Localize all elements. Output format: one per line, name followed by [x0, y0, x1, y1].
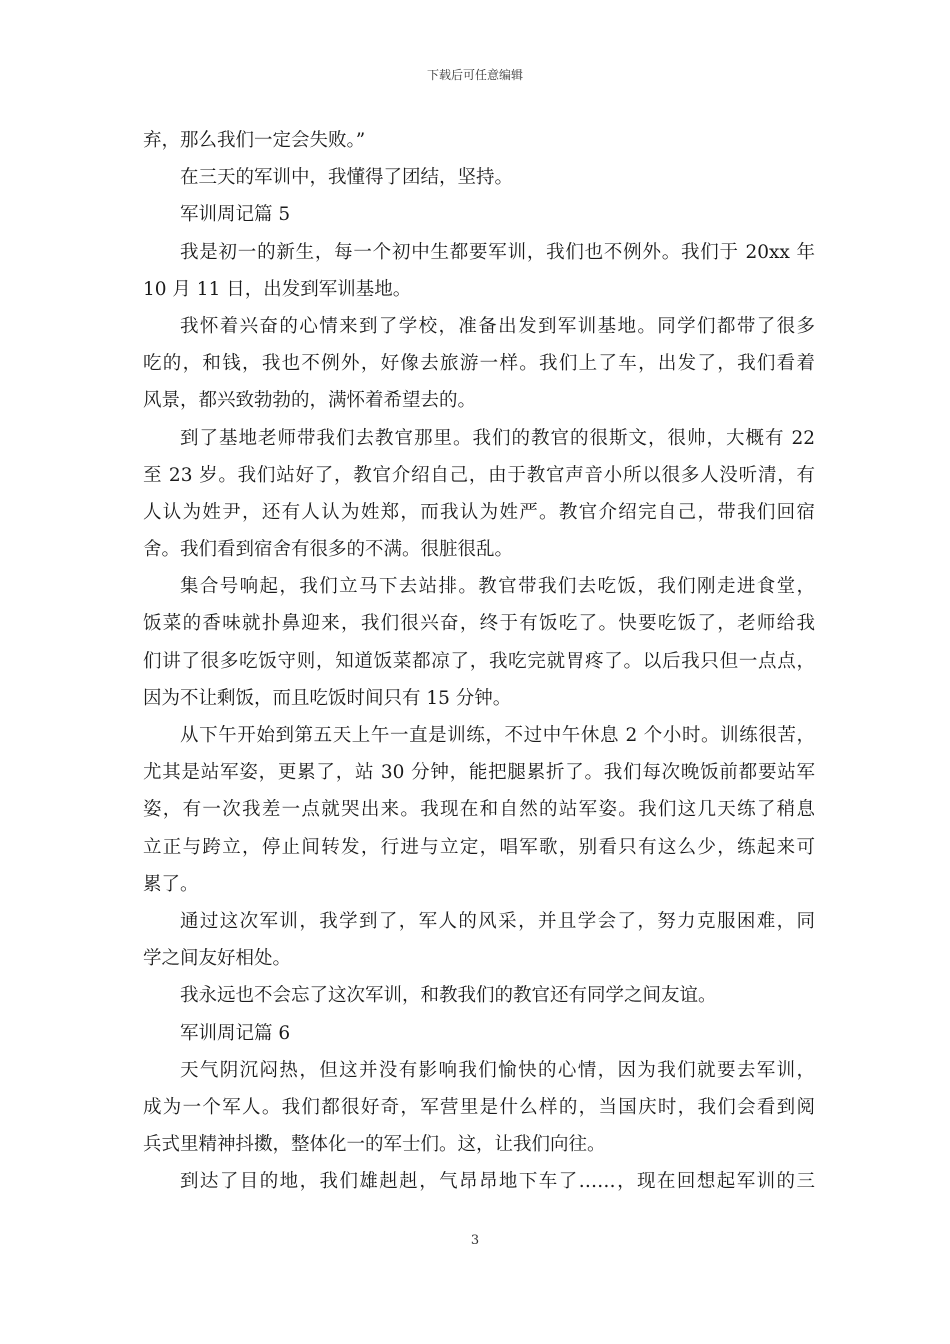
- section-heading: 军训周记篇 5: [180, 204, 291, 226]
- text-line: 因为不让剩饭，而且吃饭时间只有 15 分钟。: [143, 687, 512, 709]
- text-line: 10 月 11 日，出发到军训基地。: [143, 278, 412, 300]
- text-line: 至 23 岁。我们站好了，教官介绍自己，由于教官声音小所以很多人没听清，有: [143, 464, 815, 486]
- page-number: 3: [470, 1233, 480, 1248]
- text-line: 风景，都兴致勃勃的，满怀着希望去的。: [143, 390, 477, 412]
- text-line: 通过这次军训，我学到了，军人的风采，并且学会了，努力克服困难，同: [180, 910, 815, 932]
- text-line: 们讲了很多吃饭守则，知道饭菜都凉了，我吃完就胃疼了。以后我只但一点点，: [143, 650, 815, 672]
- document-body: [143, 122, 815, 1200]
- text-line: 我永远也不会忘了这次军训，和教我们的教官还有同学之间友谊。: [180, 985, 717, 1007]
- text-line: 我是初一的新生，每一个初中生都要军训，我们也不例外。我们于 20xx 年: [180, 241, 815, 263]
- text-line: 累了。: [143, 873, 199, 895]
- text-line: 人认为姓尹，还有人认为姓郑，而我认为姓严。教官介绍完自己，带我们回宿: [143, 501, 815, 523]
- text-line: 舍。我们看到宿舍有很多的不满。很脏很乱。: [143, 539, 514, 561]
- text-line: 到了基地老师带我们去教官那里。我们的教官的很斯文，很帅，大概有 22: [180, 427, 815, 449]
- text-line: 弃，那么我们一定会失败。”: [143, 130, 366, 151]
- section-heading: 军训周记篇 6: [180, 1022, 291, 1044]
- text-line: 在三天的军训中，我懂得了团结，坚持。: [180, 167, 514, 189]
- text-line: 天气阴沉闷热，但这并没有影响我们愉快的心情，因为我们就要去军训，: [180, 1059, 815, 1081]
- text-line: 到达了目的地，我们雄赳赳，气昂昂地下车了……，现在回想起军训的三: [180, 1171, 815, 1193]
- text-line: 饭菜的香味就扑鼻迎来，我们很兴奋，终于有饭吃了。快要吃饭了，老师给我: [143, 613, 815, 635]
- text-line: 学之间友好相处。: [143, 948, 292, 970]
- text-line: 从下午开始到第五天上午一直是训练，不过中午休息 2 个小时。训练很苦，: [180, 725, 815, 746]
- text-line: 尤其是站军姿，更累了，站 30 分钟，能把腿累折了。我们每次晚饭前都要站军: [143, 762, 815, 784]
- text-line: 立正与跨立，停止间转发，行进与立定，唱军歌，别看只有这么少，练起来可: [143, 836, 815, 858]
- text-line: 我怀着兴奋的心情来到了学校，准备出发到军训基地。同学们都带了很多: [180, 315, 815, 337]
- text-line: 姿，有一次我差一点就哭出来。我现在和自然的站军姿。我们这几天练了稍息: [143, 799, 815, 821]
- text-line: 成为一个军人。我们都很好奇，军营里是什么样的，当国庆时，我们会看到阅: [143, 1096, 815, 1118]
- text-line: 兵式里精神抖擞，整体化一的军士们。这，让我们向往。: [143, 1134, 606, 1156]
- text-line: 集合号响起，我们立马下去站排。教官带我们去吃饭，我们刚走进食堂，: [180, 576, 815, 598]
- page-header: 下载后可任意编辑: [426, 68, 523, 82]
- text-line: 吃的，和钱，我也不例外，好像去旅游一样。我们上了车，出发了，我们看着: [143, 353, 815, 375]
